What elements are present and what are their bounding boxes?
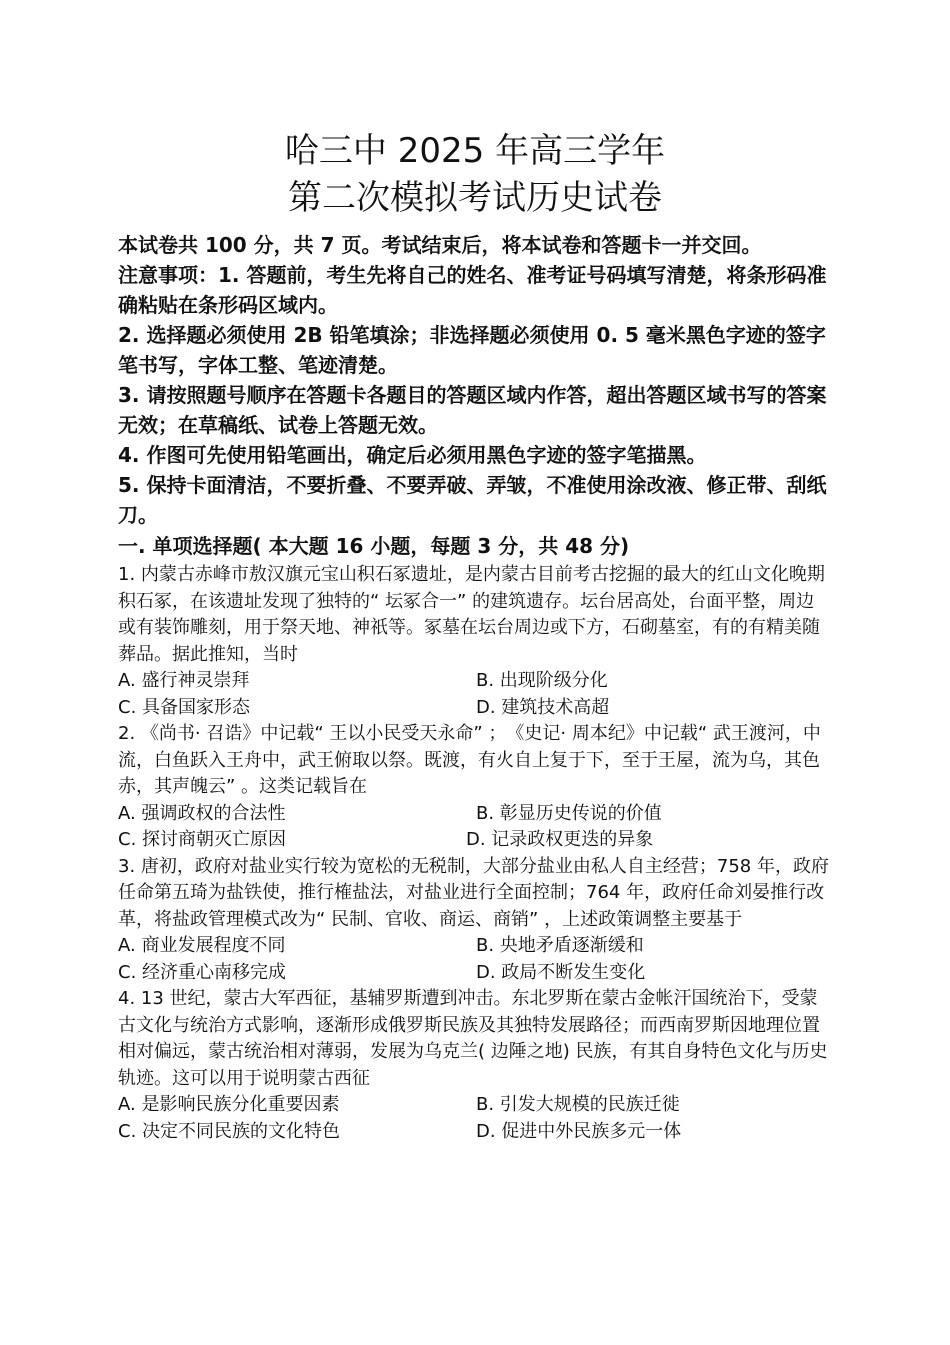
option-c: C. 决定不同民族的文化特色 (118, 1120, 341, 1142)
question-options (118, 933, 832, 986)
question-stem: 1. 内蒙古赤峰市敖汉旗元宝山积石冢遗址，是内蒙古目前考古挖掘的最大的红山文化晚期积石冢，在该遗址发现了独特的“ 坛冢合一” 的建筑遗存。坛台居高处，台面平整，周边或有装饰雕刻，用于祭天地、神祇等。冢墓在坛台周边或下方，石砌墓室，有的有精美随葬品。据此推知，当时 (118, 564, 825, 665)
exam-title (118, 128, 832, 222)
option-b: B. 引发大规模的民族迁徙 (476, 1094, 680, 1115)
option-d: D. 记录政权更迭的异象 (466, 829, 654, 850)
section-heading-single-choice: 一. 单项选择题( 本大题 16 小题，每题 3 分，共 48 分) (118, 534, 630, 558)
exam-intro: 本试卷共 100 分，共 7 页。考试结束后，将本试卷和答题卡一并交回。 (118, 233, 762, 257)
option-b: B. 出现阶级分化 (476, 670, 608, 691)
exam-title-line-2: 第二次模拟考试历史试卷 (288, 178, 662, 218)
option-d: D. 促进中外民族多元一体 (476, 1120, 682, 1142)
option-a: A. 盛行神灵崇拜 (118, 670, 250, 691)
notice-item-1: 注意事项：1. 答题前，考生先将自己的姓名、准考证号码填写清楚，将条形码准确粘贴在条形码区域内。 (118, 263, 827, 317)
notice-item-3: 3. 请按照题号顺序在答题卡各题目的答题区域内作答，超出答题区域书写的答案无效；在草稿纸、试卷上答题无效。 (118, 383, 827, 437)
question-1 (118, 562, 832, 721)
option-c: C. 探讨商朝灭亡原因 (118, 829, 287, 850)
option-a: A. 强调政权的合法性 (118, 802, 286, 824)
notice-item-5: 5. 保持卡面清洁，不要折叠、不要弄破、弄皱，不准使用涂改液、修正带、刮纸刀。 (118, 473, 827, 527)
option-d: D. 政局不断发生变化 (476, 961, 646, 983)
notice-item-2: 2. 选择题必须使用 2B 铅笔填涂；非选择题必须使用 0. 5 毫米黑色字迹的签字笔书写，字体工整、笔迹清楚。 (118, 323, 826, 377)
option-a: A. 商业发展程度不同 (118, 935, 286, 956)
question-options (118, 668, 832, 721)
question-2 (118, 721, 832, 854)
notice-item-4: 4. 作图可先使用铅笔画出，确定后必须用黑色字迹的签字笔描黑。 (118, 443, 707, 467)
question-3 (118, 854, 832, 987)
option-d: D. 建筑技术高超 (476, 696, 610, 718)
question-stem: 3. 唐初，政府对盐业实行较为宽松的无税制，大部分盐业由私人自主经营；758 年，政府任命第五琦为盐铁使，推行榷盐法，对盐业进行全面控制；764 年，政府任命刘晏推行改革，将盐政管理模式改为“ 民制、官收、商运、商销” ，上述政策调整主要基于 (118, 855, 829, 930)
option-b: B. 央地矛盾逐渐缓和 (476, 935, 644, 956)
question-4 (118, 986, 832, 1145)
option-c: C. 具备国家形态 (118, 696, 251, 718)
option-a: A. 是影响民族分化重要因素 (118, 1094, 340, 1115)
exam-title-line-1: 哈三中 2025 年高三学年 (284, 131, 666, 171)
question-options (118, 1092, 832, 1145)
option-c: C. 经济重心南移完成 (118, 961, 287, 983)
question-options (118, 801, 832, 854)
exam-instructions (118, 230, 832, 530)
question-stem: 4. 13 世纪，蒙古大军西征，基辅罗斯遭到冲击。东北罗斯在蒙古金帐汗国统治下，受蒙古文化与统治方式影响，逐渐形成俄罗斯民族及其独特发展路径；而西南罗斯因地理位置相对偏远，蒙古统治相对薄弱，发展为乌克兰( 边陲之地) 民族，有其自身特色文化与历史轨迹。这可以用于说明蒙古西征 (118, 988, 828, 1089)
question-stem: 2. 《尚书· 召诰》中记载“ 王以小民受天永命” ； 《史记· 周本纪》中记载“ 武王渡河，中流，白鱼跃入王舟中，武王俯取以祭。既渡，有火自上复于下，至于王屋，流为乌，其色赤，其声魄云” 。这类记载旨在 (118, 723, 821, 797)
option-b: B. 彰显历史传说的价值 (476, 802, 662, 824)
